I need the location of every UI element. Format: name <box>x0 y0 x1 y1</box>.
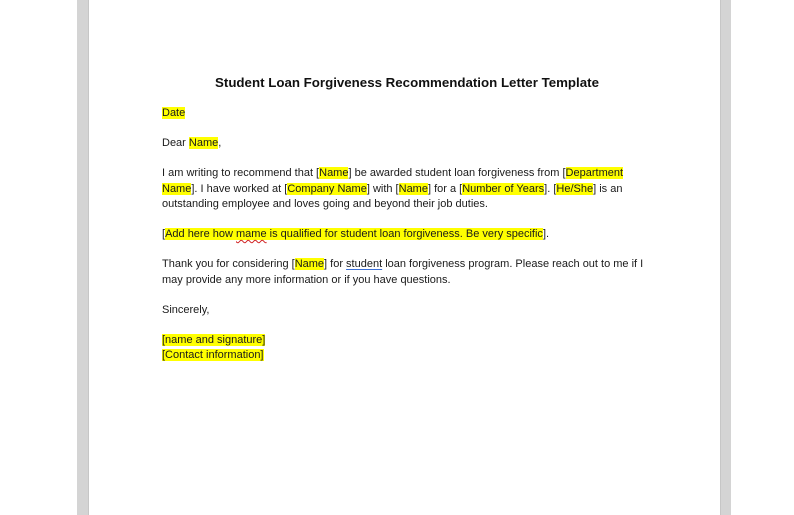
para3-text-1: Thank you for considering [ <box>162 258 295 270</box>
contact-placeholder: [Contact information] <box>162 349 264 361</box>
signature-block <box>162 333 652 364</box>
qualification-paragraph <box>162 227 652 243</box>
para1-text-1: I am writing to recommend that [ <box>162 167 320 179</box>
para2-open-bracket: [ <box>162 228 166 240</box>
page-gutter-right <box>720 0 731 515</box>
para1-text-7: ] is an outstanding employee and loves going and beyond their job duties. <box>162 182 623 210</box>
greeting-name-placeholder: Name <box>188 137 219 149</box>
para1-text-5: ] for a [ <box>427 182 463 195</box>
para1-text-3: ]. I have worked at [ <box>191 182 288 195</box>
company-placeholder: Company Name <box>287 182 367 195</box>
para3-text-3: loan forgiveness program. Please reach out to me if I may provide any more information or if you have questions. <box>162 258 644 286</box>
thanks-paragraph <box>162 257 652 288</box>
date-placeholder: Date <box>162 107 186 119</box>
greeting-prefix: Dear <box>162 137 189 149</box>
date-line <box>162 106 652 122</box>
greeting-suffix: , <box>218 137 222 149</box>
document-page[interactable] <box>89 0 720 515</box>
para1-text-4: ] with [ <box>366 182 399 195</box>
name-placeholder-3: Name <box>294 258 325 270</box>
qualification-placeholder <box>165 228 543 240</box>
para3-text-2: ] for <box>324 258 347 270</box>
document-title: Student Loan Forgiveness Recommendation Letter Template <box>215 75 599 90</box>
recommendation-paragraph <box>162 166 652 213</box>
department-placeholder: Department Name <box>162 167 624 195</box>
page-gutter-left <box>77 0 89 515</box>
signature-placeholder: [name and signature] <box>162 333 266 346</box>
years-placeholder: Number of Years <box>462 182 545 195</box>
closing-line: Sincerely, <box>162 303 210 316</box>
qualification-text-1: Add here how <box>165 228 236 240</box>
qualification-text-2: is qualified for student loan forgiveness. Be very specific <box>266 228 543 240</box>
greeting-line <box>162 136 652 152</box>
para1-text-6: ]. [ <box>544 182 557 195</box>
pronoun-placeholder: He/She <box>556 182 594 195</box>
para2-close-bracket: ]. <box>542 228 550 240</box>
para1-text-2: ] be awarded student loan forgiveness from [ <box>348 167 566 179</box>
grammar-flagged-word[interactable]: student <box>346 258 383 270</box>
document-body[interactable] <box>162 74 652 378</box>
name-placeholder-2: Name <box>398 182 428 195</box>
misspelled-word[interactable]: mame <box>236 228 267 240</box>
name-placeholder-1: Name <box>319 167 349 179</box>
